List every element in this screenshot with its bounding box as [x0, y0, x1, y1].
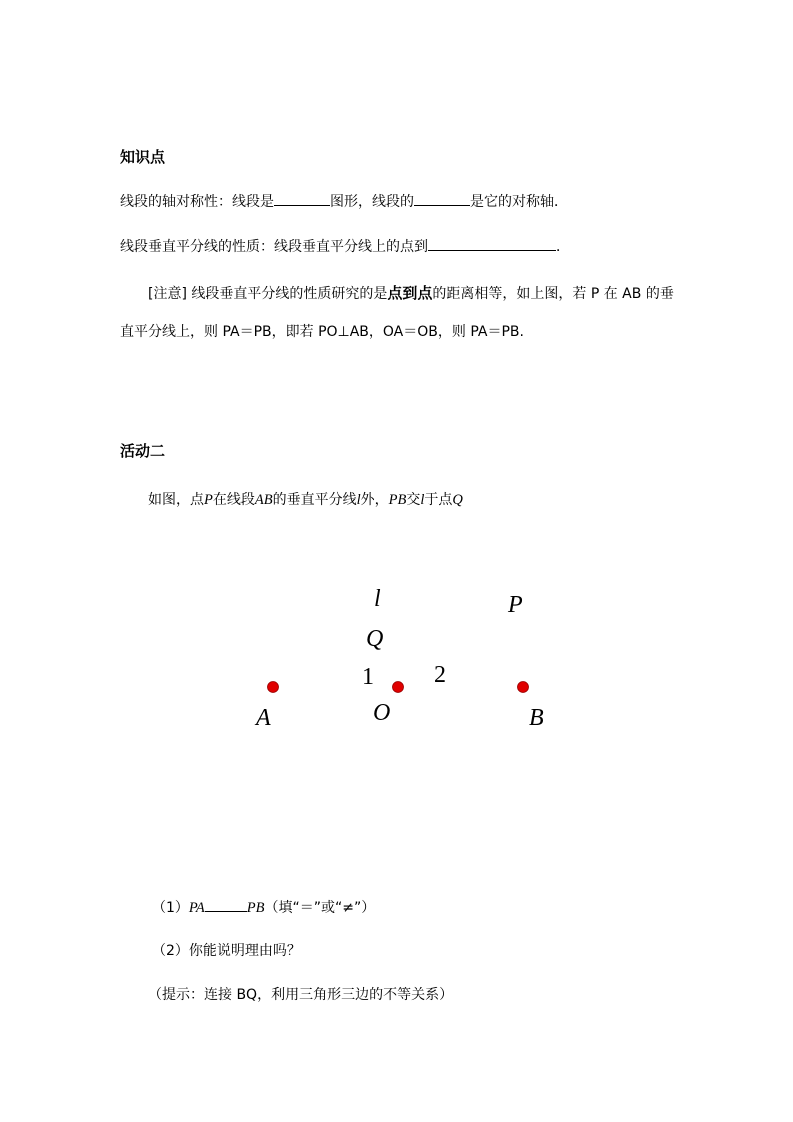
q1-var-PA: PA [188, 900, 205, 916]
q1-var-PB: PB [246, 900, 265, 916]
intro-text-4: 外， [360, 492, 389, 508]
figure-label-angle-2: 2 [434, 662, 446, 688]
section-heading-knowledge: 知识点 [120, 148, 166, 166]
note-line-2: 直平分线上，则 PA＝PB，即若 PO⊥AB，OA＝OB，则 PA＝PB. [120, 324, 524, 340]
intro-var-l: l [356, 492, 361, 508]
point-B-marker [518, 682, 529, 693]
figure-label-A: A [256, 705, 271, 731]
point-A-marker [268, 682, 279, 693]
fill-blank-1[interactable] [274, 191, 330, 206]
point-O-marker [393, 682, 404, 693]
figure-label-B: B [529, 705, 544, 731]
figure-label-O: O [373, 700, 391, 726]
q1-instruction: （填“＝”或“≠”） [264, 900, 376, 916]
figure-label-P: P [508, 592, 523, 618]
q1-fill-blank[interactable] [205, 897, 247, 912]
activity-intro [148, 491, 463, 509]
symmetry-text-3: 是它的对称轴． [470, 194, 568, 210]
intro-var-l2: l [420, 492, 425, 508]
question-2: （2）你能说明理由吗？ [152, 943, 301, 959]
property-line [120, 236, 570, 256]
hint-text: （提示：连接 BQ，利用三角形三边的不等关系） [148, 987, 454, 1003]
intro-text-2: 在线段 [212, 492, 255, 508]
symmetry-text-2: 图形，线段的 [330, 194, 414, 210]
figure-label-Q: Q [366, 626, 384, 652]
symmetry-line [120, 191, 568, 211]
fill-blank-2[interactable] [414, 191, 470, 206]
note-emphasis: 点到点 [387, 284, 433, 302]
intro-text-6: 于点 [424, 492, 453, 508]
figure-label-angle-1: 1 [362, 664, 374, 690]
intro-var-Q: Q [452, 492, 463, 508]
symmetry-text-1: 线段的轴对称性：线段是 [120, 194, 274, 210]
intro-text-1: 如图，点 [148, 492, 204, 508]
intro-var-P: P [204, 492, 213, 508]
intro-var-PB: PB [388, 492, 407, 508]
note-prefix: [注意] 线段垂直平分线的性质研究的是 [148, 286, 388, 302]
note-line-1 [148, 284, 674, 303]
property-text-1: 线段垂直平分线的性质：线段垂直平分线上的点到 [120, 239, 428, 255]
question-1 [152, 897, 375, 917]
section-heading-activity-two: 活动二 [120, 442, 166, 460]
intro-var-AB: AB [254, 492, 273, 508]
intro-text-5: 交 [406, 492, 421, 508]
fill-blank-3[interactable] [428, 236, 556, 251]
note-suffix: 的距离相等，如上图，若 P 在 AB 的垂 [432, 286, 674, 302]
property-text-2: ． [556, 239, 570, 255]
figure-label-l: l [374, 586, 381, 612]
q1-number: （1） [152, 900, 189, 916]
intro-text-3: 的垂直平分线 [272, 492, 357, 508]
